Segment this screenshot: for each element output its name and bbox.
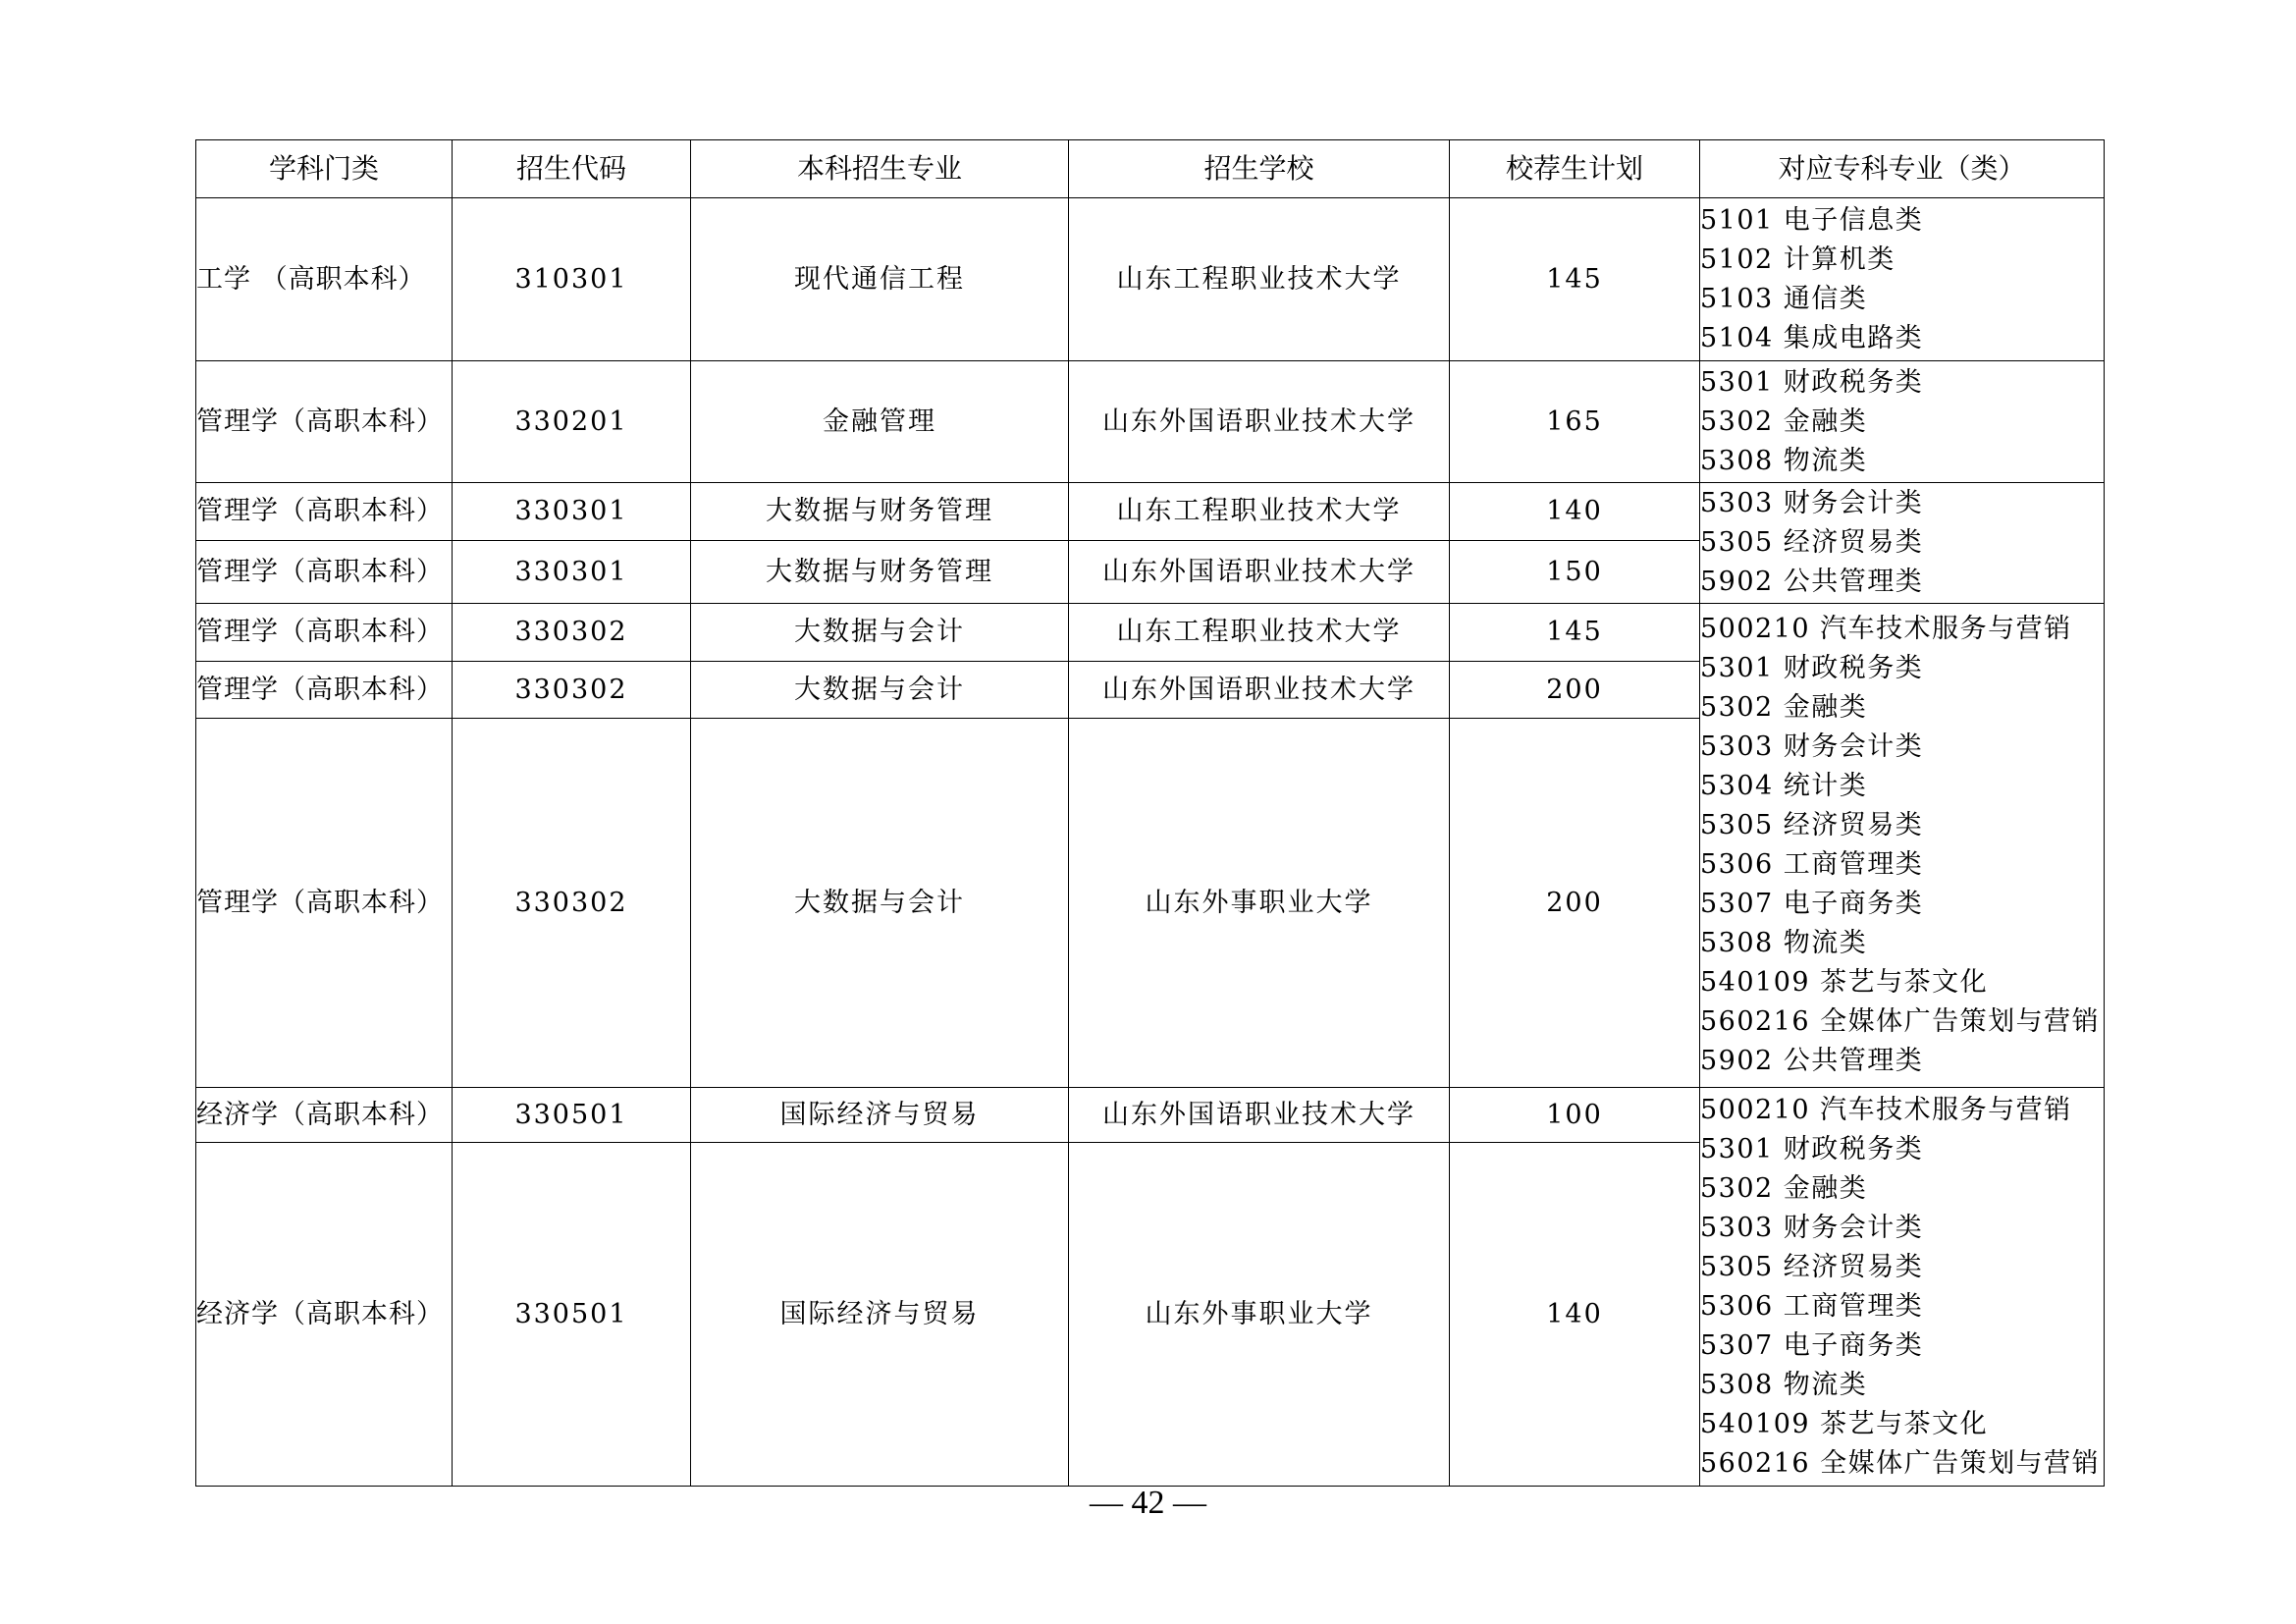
- code-cell: 310301: [453, 198, 691, 361]
- plan-cell: 140: [1450, 1143, 1700, 1487]
- table-row: [196, 198, 2105, 361]
- table-row: [196, 1088, 2105, 1143]
- school-cell: 山东外国语职业技术大学: [1069, 361, 1450, 483]
- school-cell: 山东外国语职业技术大学: [1069, 541, 1450, 604]
- page-number: — 42 —: [1090, 1485, 1206, 1521]
- school-cell: 山东外事职业大学: [1069, 719, 1450, 1088]
- enrollment-table: [195, 139, 2105, 1487]
- college-major-item: 5101 电子信息类: [1700, 204, 1924, 236]
- college-major-item: 5306 工商管理类: [1700, 849, 1924, 880]
- college-majors-cell: [1700, 361, 2105, 483]
- college-major-item: 500210 汽车技术服务与营销: [1700, 614, 2072, 644]
- category-cell: 管理学（高职本科）: [196, 604, 453, 662]
- major-cell: 大数据与会计: [691, 719, 1069, 1088]
- college-major-item: 5301 财政税务类: [1700, 1133, 1924, 1164]
- table-row: [196, 483, 2105, 541]
- category-cell: 管理学（高职本科）: [196, 483, 453, 541]
- school-cell: 山东外事职业大学: [1069, 1143, 1450, 1487]
- college-majors-cell: [1700, 604, 2105, 1088]
- header-college-majors: 对应专科专业（类）: [1700, 140, 2105, 198]
- college-major-item: 5305 经济贸易类: [1700, 527, 1924, 558]
- category-cell: 经济学（高职本科）: [196, 1143, 453, 1487]
- header-row: [196, 140, 2105, 198]
- header-plan: 校荐生计划: [1450, 140, 1700, 198]
- school-cell: 山东工程职业技术大学: [1069, 483, 1450, 541]
- school-cell: 山东外国语职业技术大学: [1069, 1088, 1450, 1143]
- category-cell: 经济学（高职本科）: [196, 1088, 453, 1143]
- category-cell: 管理学（高职本科）: [196, 719, 453, 1088]
- plan-cell: 100: [1450, 1088, 1700, 1143]
- major-cell: 大数据与会计: [691, 662, 1069, 719]
- college-major-item: 5307 电子商务类: [1700, 1329, 1924, 1361]
- category-cell: 管理学（高职本科）: [196, 361, 453, 483]
- code-cell: 330501: [453, 1088, 691, 1143]
- major-cell: 国际经济与贸易: [691, 1088, 1069, 1143]
- college-majors-cell: [1700, 1088, 2105, 1487]
- plan-cell: 150: [1450, 541, 1700, 604]
- plan-cell: 140: [1450, 483, 1700, 541]
- header-school: 招生学校: [1069, 140, 1450, 198]
- table-row: [196, 604, 2105, 662]
- college-major-item: 5305 经济贸易类: [1700, 1251, 1924, 1282]
- college-major-item: 5303 财务会计类: [1700, 731, 1924, 762]
- college-major-item: 5308 物流类: [1700, 445, 1868, 476]
- college-major-item: 5308 物流类: [1700, 1369, 1868, 1400]
- major-cell: 国际经济与贸易: [691, 1143, 1069, 1487]
- code-cell: 330501: [453, 1143, 691, 1487]
- code-cell: 330302: [453, 662, 691, 719]
- school-cell: 山东工程职业技术大学: [1069, 198, 1450, 361]
- header-category: 学科门类: [196, 140, 453, 198]
- college-major-item: 5304 统计类: [1700, 771, 1868, 801]
- header-major: 本科招生专业: [691, 140, 1069, 198]
- major-cell: 大数据与财务管理: [691, 483, 1069, 541]
- college-major-item: 540109 茶艺与茶文化: [1700, 967, 1989, 998]
- college-major-item: 5102 计算机类: [1700, 244, 1896, 275]
- college-major-item: 5302 金融类: [1700, 1172, 1868, 1204]
- college-major-item: 5902 公共管理类: [1700, 1046, 1924, 1076]
- school-cell: 山东外国语职业技术大学: [1069, 662, 1450, 719]
- college-major-item: 5307 电子商务类: [1700, 889, 1924, 919]
- college-major-item: 5103 通信类: [1700, 283, 1868, 314]
- code-cell: 330302: [453, 719, 691, 1088]
- college-major-item: 5305 经济贸易类: [1700, 810, 1924, 840]
- college-major-item: 500210 汽车技术服务与营销: [1700, 1094, 2072, 1125]
- college-major-item: 5302 金融类: [1700, 406, 1868, 437]
- college-major-item: 5308 物流类: [1700, 928, 1868, 958]
- college-major-item: 5303 财务会计类: [1700, 488, 1924, 518]
- plan-cell: 200: [1450, 662, 1700, 719]
- major-cell: 金融管理: [691, 361, 1069, 483]
- major-cell: 大数据与财务管理: [691, 541, 1069, 604]
- college-major-item: 5301 财政税务类: [1700, 653, 1924, 683]
- major-cell: 大数据与会计: [691, 604, 1069, 662]
- code-cell: 330301: [453, 483, 691, 541]
- table-row: [196, 361, 2105, 483]
- plan-cell: 145: [1450, 604, 1700, 662]
- college-major-item: 5302 金融类: [1700, 692, 1868, 723]
- plan-cell: 145: [1450, 198, 1700, 361]
- major-cell: 现代通信工程: [691, 198, 1069, 361]
- code-cell: 330201: [453, 361, 691, 483]
- plan-cell: 200: [1450, 719, 1700, 1088]
- college-major-item: 5104 集成电路类: [1700, 322, 1924, 353]
- category-cell: 工学 （高职本科）: [196, 198, 453, 361]
- college-major-item: 5301 财政税务类: [1700, 366, 1924, 398]
- college-major-item: 560216 全媒体广告策划与营销: [1700, 1447, 2101, 1479]
- college-major-item: 5902 公共管理类: [1700, 567, 1924, 597]
- college-major-item: 5303 财务会计类: [1700, 1212, 1924, 1243]
- plan-cell: 165: [1450, 361, 1700, 483]
- college-major-item: 5306 工商管理类: [1700, 1290, 1924, 1322]
- code-cell: 330301: [453, 541, 691, 604]
- category-cell: 管理学（高职本科）: [196, 541, 453, 604]
- college-major-item: 560216 全媒体广告策划与营销: [1700, 1006, 2101, 1037]
- college-majors-cell: [1700, 198, 2105, 361]
- college-major-item: 540109 茶艺与茶文化: [1700, 1408, 1989, 1439]
- college-majors-cell: [1700, 483, 2105, 604]
- category-cell: 管理学（高职本科）: [196, 662, 453, 719]
- school-cell: 山东工程职业技术大学: [1069, 604, 1450, 662]
- code-cell: 330302: [453, 604, 691, 662]
- header-code: 招生代码: [453, 140, 691, 198]
